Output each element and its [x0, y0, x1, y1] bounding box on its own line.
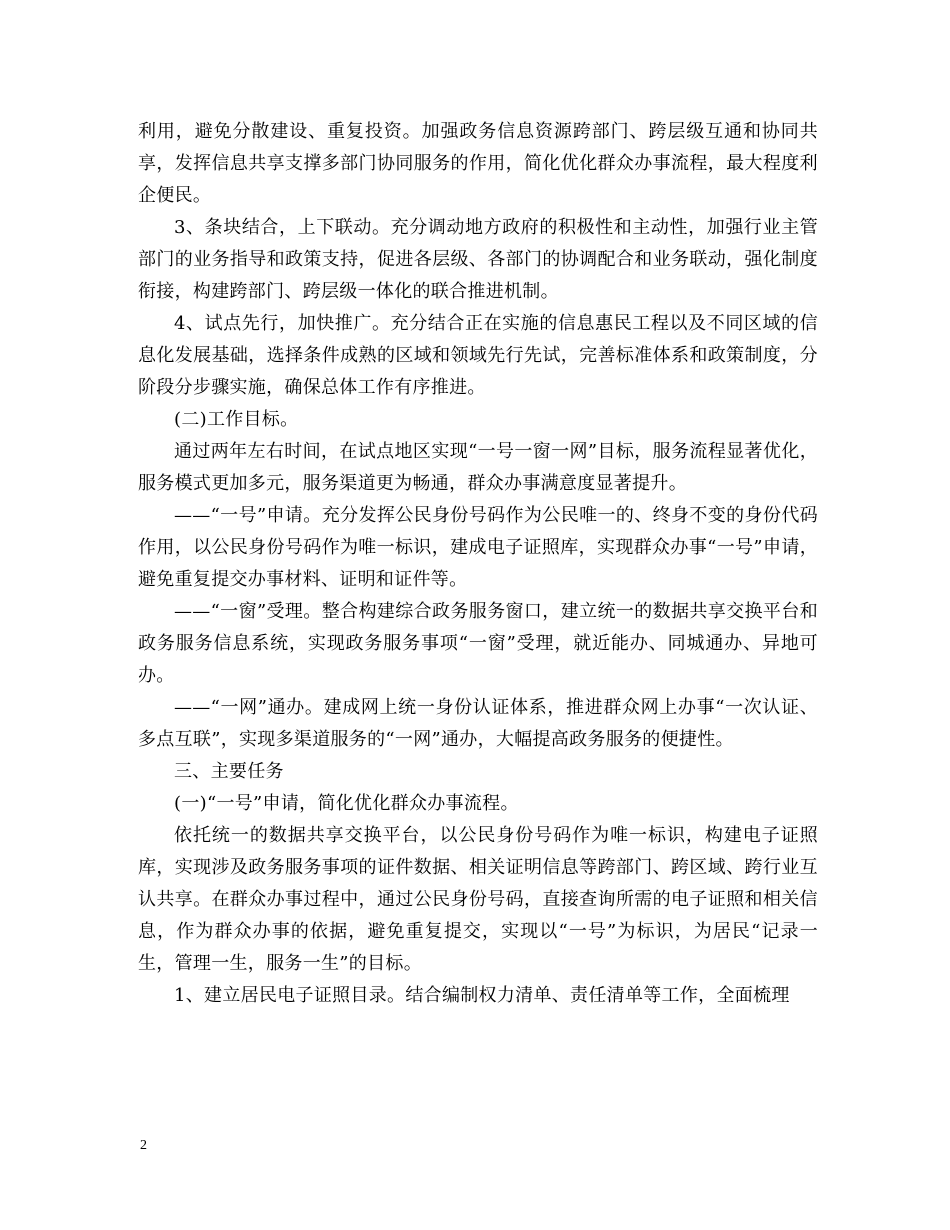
document-body [138, 116, 818, 1012]
paragraph-yiwang: ——“一网”通办。建成网上统一身份认证体系，推进群众网上办事“一次认证、多点互联”，实现多渠道服务的“一网”通办，大幅提高政务服务的便捷性。 [138, 697, 818, 750]
paragraph-12: 1、建立居民电子证照目录。结合编制权力清单、责任清单等工作，全面梳理 [174, 985, 790, 1006]
paragraph-3: 4、试点先行，加快推广。充分结合正在实施的信息惠民工程以及不同区域的信息化发展基础，选择条件成熟的区域和领域先行先试，完善标准体系和政策制度，分阶段分步骤实施，确保总体工作有序推进。 [138, 313, 818, 398]
paragraph-2: 3、条块结合，上下联动。充分调动地方政府的积极性和主动性，加强行业主管部门的业务指导和政策支持，促进各层级、各部门的协调配合和业务联动，强化制度衔接，构建跨部门、跨层级一体化的联合推进机制。 [138, 217, 818, 302]
paragraph-5: 通过两年左右时间，在试点地区实现“一号一窗一网”目标，服务流程显著优化，服务模式更加多元，服务渠道更为畅通，群众办事满意度显著提升。 [138, 441, 818, 494]
paragraph-1: 利用，避免分散建设、重复投资。加强政务信息资源跨部门、跨层级互通和协同共享，发挥信息共享支撑多部门协同服务的作用，简化优化群众办事流程，最大程度利企便民。 [138, 121, 818, 206]
page-number: 2 [140, 1138, 147, 1153]
section-heading-work-goals: (二)工作目标。 [174, 409, 299, 430]
paragraph-yichuang: ——“一窗”受理。整合构建综合政务服务窗口，建立统一的数据共享交换平台和政务服务信息系统，实现政务服务事项“一窗”受理，就近能办、同城通办、异地可办。 [138, 601, 818, 686]
subsection-heading-1: (一)“一号”申请，简化优化群众办事流程。 [174, 793, 519, 814]
paragraph-11: 依托统一的数据共享交换平台，以公民身份号码作为唯一标识，构建电子证照库，实现涉及政务服务事项的证件数据、相关证明信息等跨部门、跨区域、跨行业互认共享。在群众办事过程中，通过公民身份号码，直接查询所需的电子证照和相关信息，作为群众办事的依据，避免重复提交，实现以“一号”为标识，为居民“记录一生，管理一生，服务一生”的目标。 [138, 825, 818, 974]
section-heading-main-tasks: 三、主要任务 [174, 761, 284, 782]
paragraph-yihao: ——“一号”申请。充分发挥公民身份号码作为公民唯一的、终身不变的身份代码作用，以公民身份号码作为唯一标识，建成电子证照库，实现群众办事“一号”申请，避免重复提交办事材料、证明和证件等。 [138, 505, 818, 590]
